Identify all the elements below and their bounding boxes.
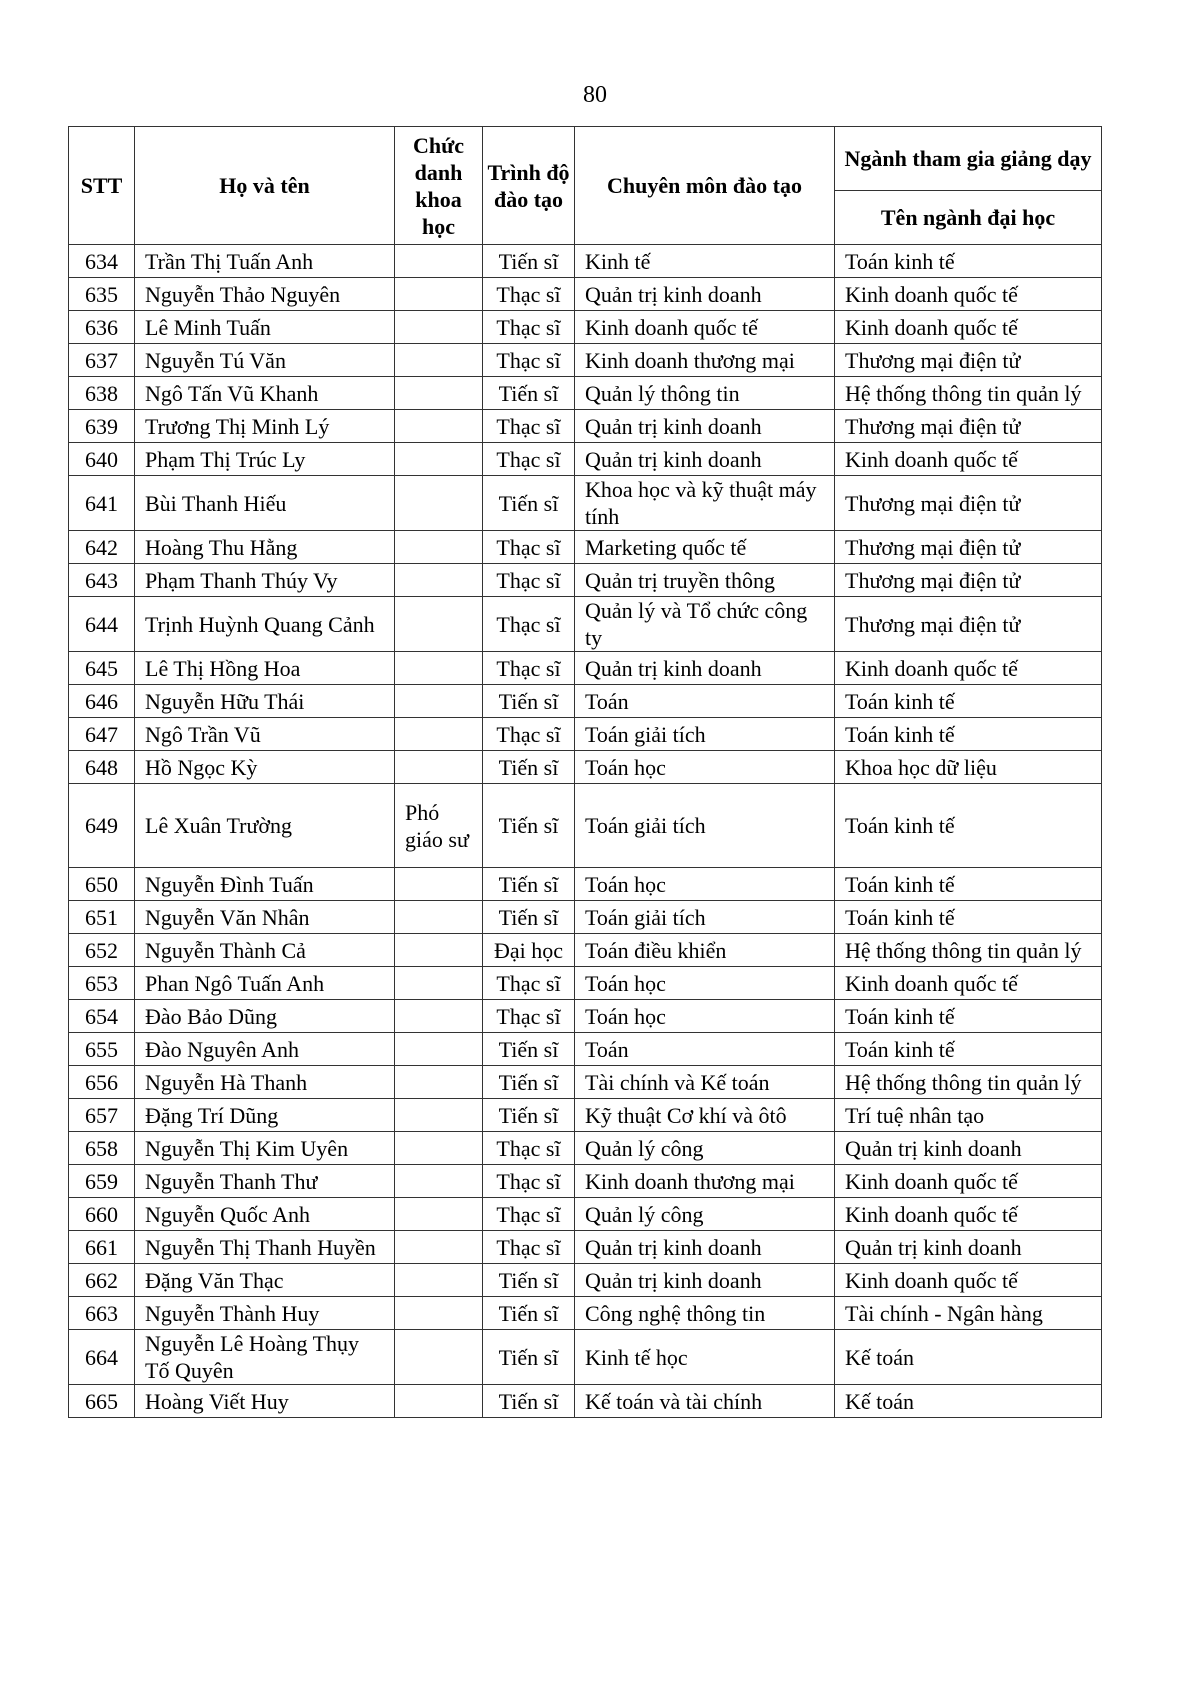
table-row xyxy=(69,718,1102,751)
cell-stt: 656 xyxy=(69,1066,135,1099)
cell-title xyxy=(395,1385,483,1418)
cell-name: Đặng Trí Dũng xyxy=(135,1099,395,1132)
cell-specialty: Công nghệ thông tin xyxy=(575,1297,835,1330)
table-row xyxy=(69,531,1102,564)
cell-specialty: Kinh doanh thương mại xyxy=(575,344,835,377)
table-row xyxy=(69,934,1102,967)
cell-name: Nguyễn Lê Hoàng Thụy Tố Quyên xyxy=(135,1330,395,1385)
table-row xyxy=(69,410,1102,443)
cell-name: Phạm Thị Trúc Ly xyxy=(135,443,395,476)
cell-degree: Thạc sĩ xyxy=(483,718,575,751)
cell-major: Kinh doanh quốc tế xyxy=(835,1198,1102,1231)
cell-name: Nguyễn Thành Cả xyxy=(135,934,395,967)
cell-title xyxy=(395,1198,483,1231)
cell-stt: 644 xyxy=(69,597,135,652)
table-row xyxy=(69,685,1102,718)
cell-stt: 639 xyxy=(69,410,135,443)
cell-title xyxy=(395,344,483,377)
cell-stt: 637 xyxy=(69,344,135,377)
cell-degree: Tiến sĩ xyxy=(483,476,575,531)
cell-name: Bùi Thanh Hiếu xyxy=(135,476,395,531)
cell-major: Thương mại điện tử xyxy=(835,410,1102,443)
cell-name: Ngô Tấn Vũ Khanh xyxy=(135,377,395,410)
table-row xyxy=(69,344,1102,377)
cell-stt: 657 xyxy=(69,1099,135,1132)
cell-stt: 636 xyxy=(69,311,135,344)
cell-name: Trương Thị Minh Lý xyxy=(135,410,395,443)
cell-stt: 659 xyxy=(69,1165,135,1198)
cell-major: Toán kinh tế xyxy=(835,685,1102,718)
cell-title xyxy=(395,531,483,564)
table-row xyxy=(69,564,1102,597)
cell-title xyxy=(395,868,483,901)
cell-major: Kinh doanh quốc tế xyxy=(835,311,1102,344)
cell-name: Nguyễn Tú Văn xyxy=(135,344,395,377)
cell-title xyxy=(395,901,483,934)
cell-major: Toán kinh tế xyxy=(835,784,1102,868)
cell-degree: Thạc sĩ xyxy=(483,1132,575,1165)
cell-major: Quản trị kinh doanh xyxy=(835,1231,1102,1264)
cell-title xyxy=(395,751,483,784)
cell-stt: 649 xyxy=(69,784,135,868)
cell-title: Phó giáo sư xyxy=(395,784,483,868)
cell-title xyxy=(395,1330,483,1385)
cell-name: Đào Bảo Dũng xyxy=(135,1000,395,1033)
table-row xyxy=(69,1297,1102,1330)
table-row xyxy=(69,278,1102,311)
cell-name: Nguyễn Quốc Anh xyxy=(135,1198,395,1231)
cell-stt: 648 xyxy=(69,751,135,784)
cell-specialty: Toán học xyxy=(575,751,835,784)
cell-title xyxy=(395,1000,483,1033)
cell-specialty: Quản trị kinh doanh xyxy=(575,278,835,311)
table-row xyxy=(69,1198,1102,1231)
cell-stt: 658 xyxy=(69,1132,135,1165)
cell-major: Kế toán xyxy=(835,1385,1102,1418)
cell-stt: 653 xyxy=(69,967,135,1000)
table-row xyxy=(69,751,1102,784)
cell-specialty: Quản lý công xyxy=(575,1132,835,1165)
cell-title xyxy=(395,1165,483,1198)
cell-title xyxy=(395,245,483,278)
cell-degree: Thạc sĩ xyxy=(483,1198,575,1231)
cell-specialty: Khoa học và kỹ thuật máy tính xyxy=(575,476,835,531)
cell-major: Kinh doanh quốc tế xyxy=(835,278,1102,311)
cell-degree: Thạc sĩ xyxy=(483,278,575,311)
cell-degree: Tiến sĩ xyxy=(483,377,575,410)
cell-major: Thương mại điện tử xyxy=(835,597,1102,652)
cell-specialty: Toán giải tích xyxy=(575,718,835,751)
table-row xyxy=(69,901,1102,934)
page-number: 80 xyxy=(583,82,607,108)
cell-specialty: Quản trị truyền thông xyxy=(575,564,835,597)
cell-title xyxy=(395,718,483,751)
cell-title xyxy=(395,967,483,1000)
cell-specialty: Marketing quốc tế xyxy=(575,531,835,564)
table-row xyxy=(69,1066,1102,1099)
cell-major: Kinh doanh quốc tế xyxy=(835,443,1102,476)
cell-stt: 664 xyxy=(69,1330,135,1385)
header-specialty: Chuyên môn đào tạo xyxy=(575,127,835,245)
cell-degree: Đại học xyxy=(483,934,575,967)
cell-stt: 660 xyxy=(69,1198,135,1231)
cell-specialty: Tài chính và Kế toán xyxy=(575,1066,835,1099)
cell-title xyxy=(395,652,483,685)
lecturer-table xyxy=(68,126,1102,1418)
cell-major: Toán kinh tế xyxy=(835,1033,1102,1066)
cell-degree: Tiến sĩ xyxy=(483,245,575,278)
cell-specialty: Quản lý công xyxy=(575,1198,835,1231)
cell-name: Lê Minh Tuấn xyxy=(135,311,395,344)
cell-stt: 654 xyxy=(69,1000,135,1033)
cell-degree: Thạc sĩ xyxy=(483,652,575,685)
cell-stt: 641 xyxy=(69,476,135,531)
cell-specialty: Toán học xyxy=(575,967,835,1000)
cell-name: Lê Thị Hồng Hoa xyxy=(135,652,395,685)
cell-major: Toán kinh tế xyxy=(835,868,1102,901)
cell-name: Nguyễn Thị Thanh Huyền xyxy=(135,1231,395,1264)
table-row xyxy=(69,1000,1102,1033)
table-header xyxy=(69,127,1102,245)
cell-degree: Tiến sĩ xyxy=(483,1297,575,1330)
cell-title xyxy=(395,1066,483,1099)
cell-name: Hồ Ngọc Kỳ xyxy=(135,751,395,784)
cell-degree: Thạc sĩ xyxy=(483,1165,575,1198)
cell-degree: Tiến sĩ xyxy=(483,685,575,718)
cell-major: Thương mại điện tử xyxy=(835,344,1102,377)
cell-degree: Tiến sĩ xyxy=(483,1264,575,1297)
cell-degree: Tiến sĩ xyxy=(483,751,575,784)
cell-specialty: Toán học xyxy=(575,1000,835,1033)
cell-stt: 643 xyxy=(69,564,135,597)
cell-major: Kinh doanh quốc tế xyxy=(835,652,1102,685)
cell-major: Tài chính - Ngân hàng xyxy=(835,1297,1102,1330)
cell-title xyxy=(395,685,483,718)
cell-specialty: Quản trị kinh doanh xyxy=(575,1264,835,1297)
cell-title xyxy=(395,1297,483,1330)
cell-major: Kinh doanh quốc tế xyxy=(835,1264,1102,1297)
table-row xyxy=(69,652,1102,685)
cell-degree: Thạc sĩ xyxy=(483,1000,575,1033)
cell-degree: Tiến sĩ xyxy=(483,784,575,868)
cell-title xyxy=(395,377,483,410)
cell-name: Nguyễn Đình Tuấn xyxy=(135,868,395,901)
cell-title xyxy=(395,1231,483,1264)
cell-title xyxy=(395,476,483,531)
cell-stt: 634 xyxy=(69,245,135,278)
cell-major: Hệ thống thông tin quản lý xyxy=(835,934,1102,967)
cell-stt: 642 xyxy=(69,531,135,564)
cell-specialty: Quản trị kinh doanh xyxy=(575,1231,835,1264)
cell-name: Hoàng Thu Hằng xyxy=(135,531,395,564)
cell-name: Đặng Văn Thạc xyxy=(135,1264,395,1297)
cell-stt: 663 xyxy=(69,1297,135,1330)
table-row xyxy=(69,443,1102,476)
cell-major: Thương mại điện tử xyxy=(835,476,1102,531)
table-row xyxy=(69,377,1102,410)
cell-title xyxy=(395,564,483,597)
cell-specialty: Quản lý và Tổ chức công ty xyxy=(575,597,835,652)
cell-title xyxy=(395,1264,483,1297)
cell-name: Trịnh Huỳnh Quang Cảnh xyxy=(135,597,395,652)
header-stt: STT xyxy=(69,127,135,245)
table-row xyxy=(69,1330,1102,1385)
cell-name: Nguyễn Thành Huy xyxy=(135,1297,395,1330)
cell-title xyxy=(395,597,483,652)
cell-specialty: Kinh tế học xyxy=(575,1330,835,1385)
cell-major: Toán kinh tế xyxy=(835,245,1102,278)
header-degree: Trình độ đào tạo xyxy=(483,127,575,245)
header-major-group: Ngành tham gia giảng dạy xyxy=(835,127,1102,191)
cell-specialty: Toán điều khiển xyxy=(575,934,835,967)
cell-name: Phạm Thanh Thúy Vy xyxy=(135,564,395,597)
cell-degree: Tiến sĩ xyxy=(483,1385,575,1418)
cell-degree: Tiến sĩ xyxy=(483,901,575,934)
cell-major: Toán kinh tế xyxy=(835,901,1102,934)
cell-degree: Thạc sĩ xyxy=(483,311,575,344)
table-body xyxy=(69,245,1102,1418)
cell-stt: 638 xyxy=(69,377,135,410)
cell-specialty: Toán xyxy=(575,685,835,718)
cell-specialty: Quản trị kinh doanh xyxy=(575,652,835,685)
cell-major: Quản trị kinh doanh xyxy=(835,1132,1102,1165)
cell-major: Hệ thống thông tin quản lý xyxy=(835,1066,1102,1099)
cell-major: Hệ thống thông tin quản lý xyxy=(835,377,1102,410)
cell-specialty: Toán giải tích xyxy=(575,901,835,934)
cell-name: Hoàng Viết Huy xyxy=(135,1385,395,1418)
cell-major: Thương mại điện tử xyxy=(835,564,1102,597)
cell-major: Thương mại điện tử xyxy=(835,531,1102,564)
cell-degree: Tiến sĩ xyxy=(483,1066,575,1099)
cell-title xyxy=(395,1099,483,1132)
cell-name: Ngô Trần Vũ xyxy=(135,718,395,751)
table-row xyxy=(69,1231,1102,1264)
cell-degree: Thạc sĩ xyxy=(483,597,575,652)
cell-major: Toán kinh tế xyxy=(835,1000,1102,1033)
cell-degree: Tiến sĩ xyxy=(483,1033,575,1066)
cell-stt: 652 xyxy=(69,934,135,967)
table-row xyxy=(69,1033,1102,1066)
cell-name: Nguyễn Thị Kim Uyên xyxy=(135,1132,395,1165)
cell-stt: 635 xyxy=(69,278,135,311)
cell-name: Nguyễn Văn Nhân xyxy=(135,901,395,934)
cell-specialty: Toán giải tích xyxy=(575,784,835,868)
table-row xyxy=(69,476,1102,531)
cell-specialty: Kế toán và tài chính xyxy=(575,1385,835,1418)
cell-specialty: Kinh doanh quốc tế xyxy=(575,311,835,344)
cell-major: Kinh doanh quốc tế xyxy=(835,967,1102,1000)
cell-degree: Thạc sĩ xyxy=(483,564,575,597)
header-name: Họ và tên xyxy=(135,127,395,245)
cell-major: Kế toán xyxy=(835,1330,1102,1385)
cell-name: Trần Thị Tuấn Anh xyxy=(135,245,395,278)
table-row xyxy=(69,1099,1102,1132)
table-row xyxy=(69,1132,1102,1165)
cell-stt: 645 xyxy=(69,652,135,685)
cell-stt: 651 xyxy=(69,901,135,934)
cell-degree: Thạc sĩ xyxy=(483,410,575,443)
cell-title xyxy=(395,443,483,476)
cell-title xyxy=(395,278,483,311)
cell-specialty: Quản lý thông tin xyxy=(575,377,835,410)
cell-degree: Thạc sĩ xyxy=(483,967,575,1000)
cell-specialty: Toán xyxy=(575,1033,835,1066)
cell-specialty: Toán học xyxy=(575,868,835,901)
cell-major: Khoa học dữ liệu xyxy=(835,751,1102,784)
cell-title xyxy=(395,1132,483,1165)
header-major: Tên ngành đại học xyxy=(835,191,1102,245)
cell-title xyxy=(395,1033,483,1066)
cell-degree: Tiến sĩ xyxy=(483,868,575,901)
cell-stt: 665 xyxy=(69,1385,135,1418)
cell-name: Nguyễn Hữu Thái xyxy=(135,685,395,718)
cell-name: Đào Nguyên Anh xyxy=(135,1033,395,1066)
cell-degree: Thạc sĩ xyxy=(483,344,575,377)
cell-name: Lê Xuân Trường xyxy=(135,784,395,868)
cell-major: Trí tuệ nhân tạo xyxy=(835,1099,1102,1132)
cell-major: Toán kinh tế xyxy=(835,718,1102,751)
cell-stt: 661 xyxy=(69,1231,135,1264)
cell-specialty: Kỹ thuật Cơ khí và ôtô xyxy=(575,1099,835,1132)
table-row xyxy=(69,1165,1102,1198)
cell-stt: 655 xyxy=(69,1033,135,1066)
table-row xyxy=(69,784,1102,868)
table-row xyxy=(69,967,1102,1000)
cell-stt: 640 xyxy=(69,443,135,476)
table-row xyxy=(69,1264,1102,1297)
cell-name: Nguyễn Thảo Nguyên xyxy=(135,278,395,311)
cell-degree: Thạc sĩ xyxy=(483,1231,575,1264)
cell-name: Nguyễn Thanh Thư xyxy=(135,1165,395,1198)
cell-stt: 647 xyxy=(69,718,135,751)
cell-name: Nguyễn Hà Thanh xyxy=(135,1066,395,1099)
cell-degree: Thạc sĩ xyxy=(483,443,575,476)
cell-name: Phan Ngô Tuấn Anh xyxy=(135,967,395,1000)
cell-specialty: Quản trị kinh doanh xyxy=(575,443,835,476)
cell-major: Kinh doanh quốc tế xyxy=(835,1165,1102,1198)
cell-specialty: Quản trị kinh doanh xyxy=(575,410,835,443)
cell-degree: Thạc sĩ xyxy=(483,531,575,564)
cell-specialty: Kinh tế xyxy=(575,245,835,278)
table-row xyxy=(69,868,1102,901)
table-row xyxy=(69,597,1102,652)
table-row xyxy=(69,245,1102,278)
cell-stt: 662 xyxy=(69,1264,135,1297)
cell-specialty: Kinh doanh thương mại xyxy=(575,1165,835,1198)
cell-title xyxy=(395,410,483,443)
header-title: Chức danh khoa học xyxy=(395,127,483,245)
cell-title xyxy=(395,311,483,344)
cell-degree: Tiến sĩ xyxy=(483,1330,575,1385)
cell-stt: 650 xyxy=(69,868,135,901)
table-row xyxy=(69,1385,1102,1418)
cell-stt: 646 xyxy=(69,685,135,718)
cell-title xyxy=(395,934,483,967)
cell-degree: Tiến sĩ xyxy=(483,1099,575,1132)
table-row xyxy=(69,311,1102,344)
